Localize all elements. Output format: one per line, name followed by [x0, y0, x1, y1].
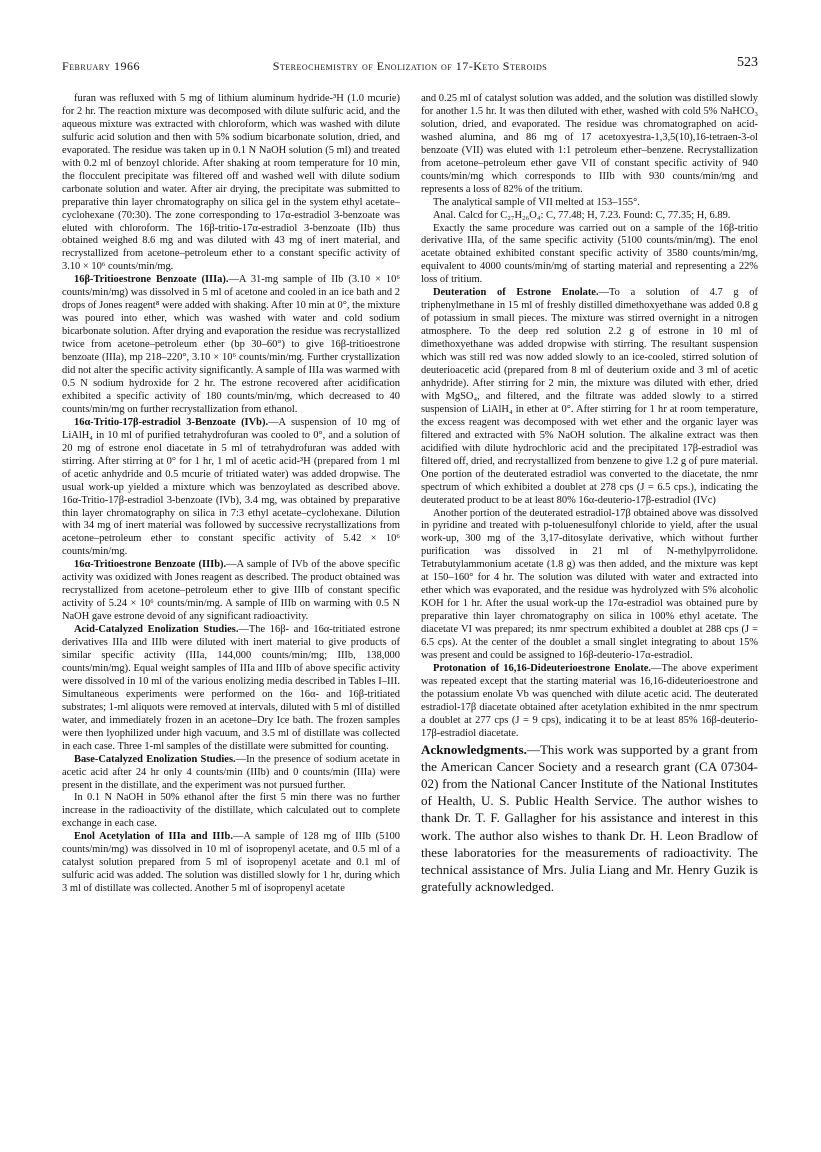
- paragraph-text: Another portion of the deuterated estradiol-17β obtained above was dissolved in pyridine and treated with p-toluenesulfonyl chloride to yield, after the usual work-up, 300 mg of the 3,17-ditosylate derivative, which without further purification was dissolved in 21 ml of N-methylpyrrolidone. Tetrabutylammonium acetate (1.8 g) was then added, and the mixture was kept at 150–160° for 4 hr. The solution was diluted with water and extracted into ether which was evaporated, and the residue was hydrolyzed with 5% alcoholic KOH for 1 hr. After the usual work-up the 17α-estradiol was obtained pure by preparative thin layer chromatography on silica in 100% ethyl acetate. The diacetate VI was prepared; its nmr spectrum exhibited a doublet at 288 cps (J = 6.5 cps). At the center of the doublet a small singlet integrating to about 15% was present and could be assigned to 16β-deuterio-17α-estradiol.: [421, 507, 758, 661]
- paragraph: [62, 417, 400, 559]
- section-heading: Enol Acetylation of IIIa and IIIb.: [74, 831, 233, 843]
- header-title: Stereochemistry of Enolization of 17-Keto Steroids: [272, 59, 548, 73]
- paragraph: [62, 274, 400, 416]
- paragraph: [421, 210, 758, 223]
- acknowledgments-heading: Acknowledgments.: [421, 741, 527, 757]
- paragraph-text: —In the presence of sodium acetate in acetic acid after 24 hr only 4 counts/min (IIIb) and 0 counts/min (IIIa) were present in the distillate, and the experiment was not pursued further.: [62, 753, 401, 791]
- paragraph-text: —A sample of IVb of the above specific activity was oxidized with Jones reagent as described. The product obtained was recrystallized from acetone–petroleum ether to give IIIb of constant specific activity of 5.24 × 10⁶ counts/min/mg. A sample of IIIb on warming with 0.5 N NaOH gave estrone devoid of any significant radioactivity.: [62, 559, 401, 623]
- paragraph-text: In 0.1 N NaOH in 50% ethanol after the first 5 min there was no further increase in the radioactivity of the distillate, which calculated out to complete exchange in each case.: [62, 792, 400, 830]
- paragraph: [421, 197, 758, 210]
- section-heading: 16α-Tritioestrone Benzoate (IIIb).: [74, 559, 227, 571]
- right-column-paragraphs: [421, 93, 758, 741]
- paragraph: [62, 93, 400, 274]
- section-heading: Protonation of 16,16-Dideuterioestrone Enolate.: [433, 662, 652, 674]
- paragraph-text: —The above experiment was repeated except that the starting material was 16,16-dideuterioestrone and the potassium enolate Vb was quenched with dilute acetic acid. The deuterated estradiol-17β diacetate obtained after acetylation exhibited in the nmr spectrum a doublet at 277 cps (J = 9 cps), indicating it to be at least 85% 16β-deuterio-17β-estradiol diacetate.: [421, 662, 758, 739]
- left-column: [62, 93, 400, 896]
- right-column: [421, 93, 758, 895]
- page-number: 523: [737, 55, 758, 70]
- header-date: February 1966: [62, 59, 140, 73]
- paragraph-text: Anal. Calcd for C₂₇H₂₆O₄: C, 77.48; H, 7.23. Found: C, 77.35; H, 6.89.: [433, 209, 731, 221]
- paragraph: [62, 559, 400, 624]
- paragraph: [62, 792, 400, 831]
- paragraph: [421, 663, 758, 741]
- paragraph-text: —A suspension of 10 mg of LiAlH₄ in 10 ml of purified tetrahydrofuran was cooled to 0°, and a solution of 20 mg of estrone enol diacetate in 5 ml of tetrahydrofuran was added with stirring. After stirring at 0° for 1 hr, 1 ml of acetic acid-³H (prepared from 1 ml of acetic anhydride and 0.5 mcurie of tritiated water) was added dropwise. The usual work-up yielded a mixture which was benzoylated as described above. 16α-Tritio-17β-estradiol 3-benzoate (IVb), 3.4 mg, was obtained by preparative thin layer chromatography on silica in 7:3 ethyl acetate–cyclohexane. Dilution with 34 mg of inert material was followed by successive recrystallizations from acetone–petroleum ether to constant specific activity of 5.42 × 10⁶ counts/min/mg.: [62, 416, 401, 558]
- paragraph-text: —A 31-mg sample of IIb (3.10 × 10⁶ counts/min/mg) was dissolved in 5 ml of acetone and cooled in an ice bath and 2 drops of Jones reagent⁸ were added with shaking. After 10 min at 0°, the mixture was poured into ether, which was washed with water and cold sodium bicarbonate solution. After drying and evaporation the residue was recrystallized twice from acetone–petroleum ether (bp 30–60°) to give 16β-tritioestrone benzoate (IIIa), mp 218–220°, 3.10 × 10⁶ counts/min/mg. Further crystallization did not alter the specific activity significantly. A sample of IIIa was warmed with 0.5 N sodium hydroxide for 2 hr. The estrone recovered after acidification exhibited a specific activity of 180 counts/min/mg, which decreased to 40 counts/min/mg on further recrystallization from ethanol.: [62, 274, 400, 415]
- paragraph-text: —To a solution of 4.7 g of triphenylmethane in 15 ml of freshly distilled dimethoxyethane was added 0.8 g of potassium in small pieces. The mixture was stirred overnight in a nitrogen atmosphere. To the deep red solution 2.2 g of estrone in 10 ml of dimethoxyethane was added dropwise with stirring. The resultant suspension which was still red was now added slowly to an ice-cooled, stirred solution of deuterioacetic acid (prepared from 8 ml of deuterium oxide and 3 ml of acetic anhydride). After stirring for 2 min, the mixture was diluted with ether, dried with MgSO₄, and filtered, and the filtrate was added slowly to a stirred suspension of LiAlH₄ in ether at 0°. After stirring for 1 hr at room temperature, the excess reagent was decomposed with wet ether and the organic layer was filtered and extracted with 5% NaOH solution. The alkaline extract was then acidified with dilute hydrochloric acid and the precipitated 17β-estradiol was filtered off, dried, and recrystallized from benzene to give 1.2 g of pure material. One portion of the deuterated estradiol was converted to the diacetate, the nmr spectrum of which exhibited a doublet at 278 cps (J = 6.5 cps.), indicating the deuterated product to be at least 80% 16α-deuterio-17β-estradiol (IVc): [421, 287, 758, 506]
- acknowledgments-paragraph: [421, 741, 758, 896]
- paragraph-text: Exactly the same procedure was carried out on a sample of the 16β-tritio derivative IIIa, of the same specific activity (5100 counts/min/mg). The enol acetate obtained exhibited constant specific activity of 3580 counts/min/mg, equivalent to 4000 counts/min/mg of starting material and representing a 22% loss of tritium.: [421, 222, 758, 286]
- paragraph: [62, 754, 400, 793]
- section-heading: 16β-Tritioestrone Benzoate (IIIa).: [74, 274, 229, 286]
- paragraph: [421, 93, 758, 197]
- paragraph: [62, 831, 400, 896]
- paragraph-text: The analytical sample of VII melted at 153–155°.: [433, 196, 640, 208]
- paragraph-text: —A sample of 128 mg of IIIb (5100 counts/min/mg) was dissolved in 10 ml of isopropenyl acetate, and 0.5 ml of a catalyst solution prepared from 5 ml of isopropenyl acetate and 0.1 ml of sulfuric acid was added. The solution was distilled slowly for 1 hr, during which 3 ml of distillate was collected. Another 5 ml of isopropenyl acetate: [62, 831, 400, 895]
- paragraph: [421, 508, 758, 663]
- section-heading: Deuteration of Estrone Enolate.: [433, 287, 599, 299]
- paragraph: [421, 287, 758, 507]
- paragraph: [421, 223, 758, 288]
- paragraph-text: —The 16β- and 16α-tritiated estrone derivatives IIIa and IIIb were diluted with inert material to give products of similar specific activity (IIIa, 144,000 counts/min/mg; IIIb, 138,000 counts/min/mg). Equal weight samples of IIIa and IIIb of above specific activity were dissolved in 10 ml of the various enolizing media described in Tables I–III. Simultaneous experiments were performed on the 16α- and 16β-tritiated substrates; 1-ml aliquots were removed at intervals, diluted with 5 ml of distilled water, and immediately frozen in an acetone–Dry Ice bath. The frozen samples were then lyophilized under high vacuum, and 3.5 ml of distillate was collected in each case. Three 1-ml samples of the distillate were submitted for counting.: [62, 624, 400, 752]
- paragraph: [62, 624, 400, 754]
- acknowledgments-text: —This work was supported by a grant from the American Cancer Society and a research grant (CA 07304-02) from the National Cancer Institute of the National Institutes of Health, U. S. Public Health Service. The author wishes to thank Dr. T. F. Gallagher for his assistance and interest in this work. The author also wishes to thank Dr. H. Leon Bradlow of these laboratories for the measurements of radioactivity. The technical assistance of Mrs. Julia Liang and Mr. Henry Guzik is gratefully acknowledged.: [421, 741, 758, 895]
- section-heading: 16α-Tritio-17β-estradiol 3-Benzoate (IVb).: [74, 416, 269, 428]
- running-header: [62, 55, 758, 79]
- paragraph-text: and 0.25 ml of catalyst solution was added, and the solution was distilled slowly for another 1.5 hr. It was then diluted with ether, washed with cold 5% NaHCO₃ solution, dried, and evaporated. The residue was chromatographed on acid-washed alumina, and 86 mg of 17 acetoxyestra-1,3,5(10),16-tetraen-3-ol benzoate (VII) was eluted with 1:1 petroleum ether–benzene. Recrystallization from acetone–petroleum ether gave VII of constant specific activity of 940 counts/min/mg which corresponds to IIIb with 930 counts/min/mg and represents a loss of 82% of the tritium.: [421, 93, 758, 195]
- section-heading: Acid-Catalyzed Enolization Studies.: [74, 624, 239, 636]
- section-heading: Base-Catalyzed Enolization Studies.: [74, 753, 236, 765]
- paragraph-text: furan was refluxed with 5 mg of lithium aluminum hydride-³H (1.0 mcurie) for 2 hr. The reaction mixture was decomposed with dilute sulfuric acid, and the aqueous mixture was extracted with chloroform, which was washed with dilute sulfuric acid solution and then with 5% sodium bicarbonate solution, dried, and evaporated. The residue was taken up in 0.1 N NaOH solution (5 ml) and treated with 0.2 ml of benzoyl chloride. After shaking at room temperature for 10 min, the flocculent precipitate was filtered off and washed well with dilute sodium carbonate solution and water. After air drying, the precipitate was submitted to preparative thin layer chromatography on silica gel in the system ethyl acetate–cyclohexane (70:30). The zone corresponding to 17α-estradiol 3-benzoate was eluted with chloroform. The 16β-tritio-17α-estradiol 3-benzoate (IIb) thus obtained weighed 8.6 mg and was diluted with 43 mg of inert material, and recrystallized from acetone–petroleum ether to a constant specific activity of 3.10 × 10⁶ counts/min/mg.: [62, 93, 400, 273]
